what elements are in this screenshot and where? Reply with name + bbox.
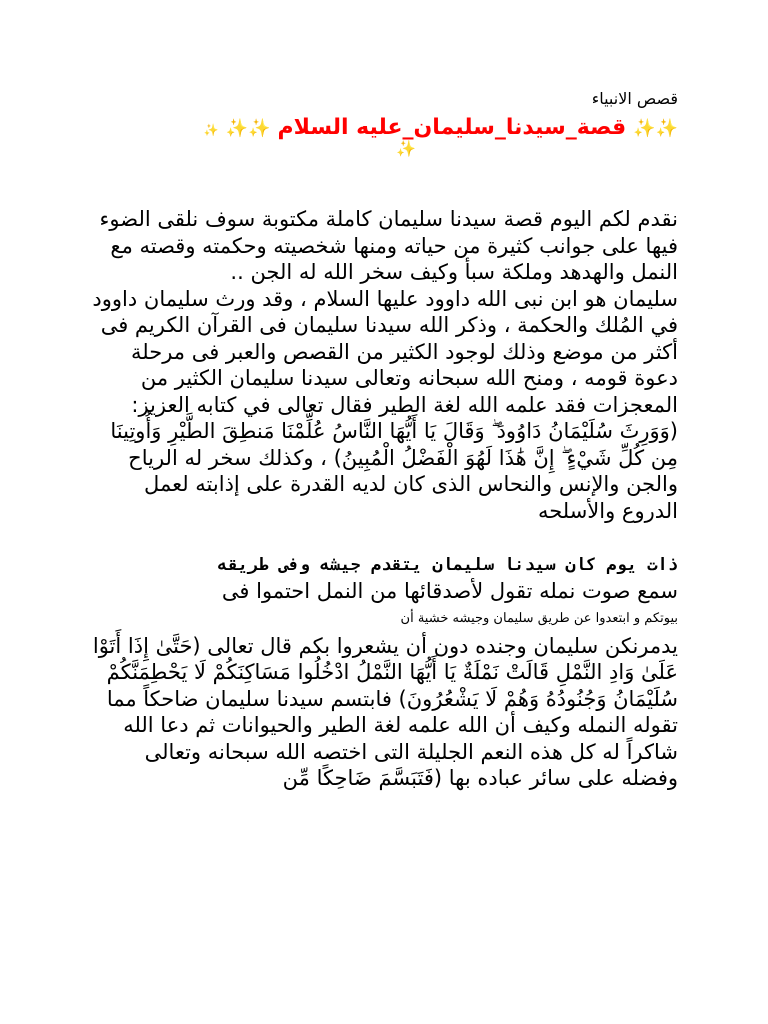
category-label: قصص الانبياء xyxy=(591,89,678,108)
sparkle-icon-right: ✨✨ xyxy=(633,118,678,139)
sparkle-icon-left: ✨✨ xyxy=(225,118,271,139)
paragraph-ant-line2: بيوتكم و ابتعدوا عن طريق سليمان وجيشه خشية أن xyxy=(400,610,678,626)
sparkle-icon-below: ✨ xyxy=(396,139,416,158)
story-title-row xyxy=(78,114,678,144)
story-title: قصة_سيدنا_سليمان_عليه السلام xyxy=(277,115,627,140)
paragraph-ant-rest: يدمرنكن سليمان وجنده دون أن يشعروا بكم قال تعالى (حَتَّىٰ إِذَا أَتَوْا عَلَىٰ وَادِ النَّمْلِ قَالَتْ نَمْلَةٌ يَا أَيُّهَا النَّمْلُ ادْخُلُوا مَسَاكِنَكُمْ لَا يَحْطِمَنَّكُمْ سُلَيْمَانُ وَجُنُودُهُ وَهُمْ لَا يَشْعُرُونَ) فابتسم سيدنا سليمان ضاحكاً مما تقوله النمله وكيف أن الله علمه لغة الطير والحيوانات ثم دعا الله شاكراً له كل هذه النعم الجليلة التى اختصه الله سبحانه وتعالى وفضله على سائر عباده بها (فَتَبَسَّمَ ضَاحِكًا مِّن xyxy=(92,633,678,790)
paragraph-gap xyxy=(88,524,678,552)
paragraph-lineage: سليمان هو ابن نبى الله داوود عليها السلام ، وقد ورث سليمان داوود في المُلك والحكمة ، وذكر الله سيدنا سليمان فى القرآن الكريم فى أكثر من موضع وذلك لوجود الكثير من القصص والعبر فى مرحلة دعوة قومه ، ومنح الله سبحانه وتعالى سيدنا سليمان الكثير من المعجزات فقد علمه الله لغة الطير فقال تعالى في كتابه العزيز: (وَوَرِثَ سُلَيْمَانُ دَاوُودَ ۖ وَقَالَ يَا أَيُّهَا النَّاسُ عُلِّمْنَا مَنطِقَ الطَّيْرِ وَأُوتِينَا مِن كُلِّ شَيْءٍ ۖ إِنَّ هَٰذَا لَهُوَ الْفَضْلُ الْمُبِينُ) ، وكذلك سخر له الرياح والجن والإنس والنحاس الذى كان لديه القدرة على إذابته لعمل الدروع والأسلحه xyxy=(92,286,678,523)
story-body xyxy=(88,206,678,792)
paragraph-ant-heading: ذات يوم كان سيدنا سليمان يتقدم جيشه وفى طريقه xyxy=(217,555,678,575)
sparkle-icon-small: ✨ xyxy=(203,123,219,137)
paragraph-ant-line1: سمع صوت نمله تقول لأصدقائها من النمل احتموا فى xyxy=(221,579,678,603)
paragraph-intro: نقدم لكم اليوم قصة سيدنا سليمان كاملة مكتوبة سوف نلقى الضوء فيها على جوانب كثيرة من حياته ومنها شخصيته وحكمته وقصته مع النمل والهدهد وملكة سبأ وكيف سخر الله له الجن .. xyxy=(99,207,678,284)
